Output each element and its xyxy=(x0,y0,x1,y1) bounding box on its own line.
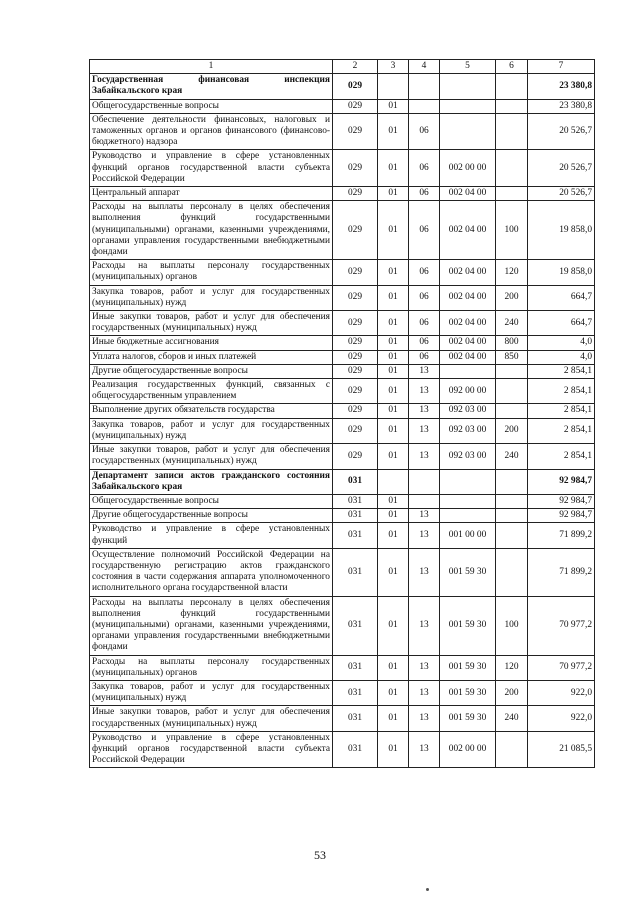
table-row xyxy=(90,548,595,596)
cell-amount: 92 984,7 xyxy=(528,469,595,494)
cell-section: 01 xyxy=(378,706,409,731)
cell-expense-type xyxy=(496,469,528,494)
cell-subsection: 06 xyxy=(409,336,440,350)
cell-subsection xyxy=(409,74,440,99)
cell-name: Центральный аппарат xyxy=(90,187,333,201)
cell-amount: 4,0 xyxy=(528,336,595,350)
cell-section: 01 xyxy=(378,99,409,113)
cell-name: Расходы на выплаты персоналу в целях обеспечения выполнения функций государственными (муниципальными) органами, казенными учреждениями, органами управления государственными внебюджетными фондами xyxy=(90,201,333,260)
cell-ministry-code: 031 xyxy=(333,548,378,596)
cell-expense-type: 100 xyxy=(496,201,528,260)
column-header: 7 xyxy=(528,60,595,74)
table-row xyxy=(90,99,595,113)
cell-ministry-code: 031 xyxy=(333,523,378,548)
cell-section: 01 xyxy=(378,260,409,285)
cell-ministry-code: 031 xyxy=(333,655,378,680)
cell-expense-type: 800 xyxy=(496,336,528,350)
cell-name: Руководство и управление в сфере установленных функций органов государственной власти субъекта Российской Федерации xyxy=(90,731,333,768)
cell-subsection xyxy=(409,99,440,113)
column-header: 5 xyxy=(440,60,496,74)
cell-amount: 92 984,7 xyxy=(528,509,595,523)
cell-expense-type: 100 xyxy=(496,596,528,655)
cell-name: Иные закупки товаров, работ и услуг для обеспечения государственных (муниципальных) нужд xyxy=(90,706,333,731)
cell-target-article: 092 03 00 xyxy=(440,404,496,418)
cell-ministry-code: 029 xyxy=(333,99,378,113)
cell-ministry-code: 029 xyxy=(333,418,378,443)
cell-name: Закупка товаров, работ и услуг для государственных (муниципальных) нужд xyxy=(90,285,333,310)
cell-expense-type xyxy=(496,404,528,418)
cell-expense-type: 120 xyxy=(496,655,528,680)
cell-ministry-code: 029 xyxy=(333,311,378,336)
cell-amount: 92 984,7 xyxy=(528,494,595,508)
cell-target-article: 092 03 00 xyxy=(440,418,496,443)
cell-target-article: 002 04 00 xyxy=(440,350,496,364)
cell-name: Другие общегосударственные вопросы xyxy=(90,509,333,523)
cell-target-article xyxy=(440,494,496,508)
cell-amount: 19 858,0 xyxy=(528,201,595,260)
table-row xyxy=(90,150,595,187)
cell-amount: 664,7 xyxy=(528,285,595,310)
table-row xyxy=(90,469,595,494)
table-row xyxy=(90,655,595,680)
column-header: 4 xyxy=(409,60,440,74)
cell-subsection: 06 xyxy=(409,187,440,201)
cell-section: 01 xyxy=(378,113,409,150)
cell-subsection: 13 xyxy=(409,596,440,655)
cell-amount: 23 380,8 xyxy=(528,99,595,113)
cell-section: 01 xyxy=(378,731,409,768)
column-header: 2 xyxy=(333,60,378,74)
cell-section: 01 xyxy=(378,285,409,310)
cell-subsection: 13 xyxy=(409,509,440,523)
cell-subsection: 13 xyxy=(409,680,440,705)
table-row xyxy=(90,706,595,731)
cell-name: Иные закупки товаров, работ и услуг для обеспечения государственных (муниципальных) нужд xyxy=(90,444,333,469)
cell-target-article: 001 59 30 xyxy=(440,596,496,655)
cell-target-article xyxy=(440,509,496,523)
cell-name: Другие общегосударственные вопросы xyxy=(90,364,333,378)
cell-section: 01 xyxy=(378,150,409,187)
cell-subsection: 06 xyxy=(409,260,440,285)
cell-target-article: 001 59 30 xyxy=(440,680,496,705)
cell-subsection: 06 xyxy=(409,201,440,260)
cell-subsection xyxy=(409,469,440,494)
table-row xyxy=(90,187,595,201)
cell-target-article xyxy=(440,364,496,378)
cell-section: 01 xyxy=(378,523,409,548)
cell-amount: 20 526,7 xyxy=(528,187,595,201)
cell-ministry-code: 029 xyxy=(333,285,378,310)
cell-expense-type xyxy=(496,548,528,596)
cell-ministry-code: 029 xyxy=(333,336,378,350)
cell-section: 01 xyxy=(378,404,409,418)
table-row xyxy=(90,404,595,418)
cell-section: 01 xyxy=(378,379,409,404)
cell-subsection: 13 xyxy=(409,364,440,378)
cell-name: Общегосударственные вопросы xyxy=(90,494,333,508)
cell-name: Расходы на выплаты персоналу в целях обеспечения выполнения функций государственными (муниципальными) органами, казенными учреждениями, органами управления государственными внебюджетными фондами xyxy=(90,596,333,655)
cell-ministry-code: 029 xyxy=(333,404,378,418)
cell-amount: 2 854,1 xyxy=(528,444,595,469)
cell-expense-type: 240 xyxy=(496,444,528,469)
cell-target-article: 002 04 00 xyxy=(440,336,496,350)
cell-section: 01 xyxy=(378,655,409,680)
table-header-row xyxy=(90,60,595,74)
cell-section: 01 xyxy=(378,336,409,350)
table-row xyxy=(90,285,595,310)
cell-amount: 70 977,2 xyxy=(528,655,595,680)
cell-name: Государственная финансовая инспекция Забайкальского края xyxy=(90,74,333,99)
cell-subsection: 13 xyxy=(409,379,440,404)
cell-amount: 21 085,5 xyxy=(528,731,595,768)
table-row xyxy=(90,336,595,350)
cell-ministry-code: 029 xyxy=(333,364,378,378)
table-row xyxy=(90,523,595,548)
cell-section: 01 xyxy=(378,201,409,260)
cell-ministry-code: 031 xyxy=(333,469,378,494)
cell-expense-type xyxy=(496,187,528,201)
cell-subsection: 13 xyxy=(409,655,440,680)
cell-subsection: 13 xyxy=(409,731,440,768)
cell-amount: 20 526,7 xyxy=(528,150,595,187)
cell-target-article: 001 59 30 xyxy=(440,655,496,680)
cell-ministry-code: 029 xyxy=(333,187,378,201)
cell-amount: 71 899,2 xyxy=(528,548,595,596)
column-header: 1 xyxy=(90,60,333,74)
table-row xyxy=(90,201,595,260)
table-row xyxy=(90,350,595,364)
cell-target-article: 002 00 00 xyxy=(440,731,496,768)
cell-name: Закупка товаров, работ и услуг для государственных (муниципальных) нужд xyxy=(90,680,333,705)
table-row xyxy=(90,494,595,508)
cell-target-article: 002 04 00 xyxy=(440,260,496,285)
cell-section: 01 xyxy=(378,311,409,336)
cell-amount: 2 854,1 xyxy=(528,364,595,378)
cell-ministry-code: 029 xyxy=(333,350,378,364)
cell-ministry-code: 031 xyxy=(333,706,378,731)
cell-name: Обеспечение деятельности финансовых, налоговых и таможенных органов и органов финансового (финансово-бюджетного) надзора xyxy=(90,113,333,150)
table-row xyxy=(90,444,595,469)
cell-name: Иные закупки товаров, работ и услуг для обеспечения государственных (муниципальных) нужд xyxy=(90,311,333,336)
cell-expense-type: 200 xyxy=(496,418,528,443)
cell-target-article: 002 04 00 xyxy=(440,187,496,201)
table-row xyxy=(90,418,595,443)
cell-expense-type xyxy=(496,113,528,150)
cell-subsection: 06 xyxy=(409,285,440,310)
cell-target-article xyxy=(440,113,496,150)
table-row xyxy=(90,680,595,705)
cell-name: Руководство и управление в сфере установленных функций органов государственной власти субъекта Российской Федерации xyxy=(90,150,333,187)
cell-amount: 2 854,1 xyxy=(528,418,595,443)
cell-ministry-code: 031 xyxy=(333,596,378,655)
cell-subsection: 13 xyxy=(409,548,440,596)
cell-target-article xyxy=(440,469,496,494)
cell-subsection: 13 xyxy=(409,523,440,548)
cell-expense-type xyxy=(496,379,528,404)
cell-target-article: 002 04 00 xyxy=(440,311,496,336)
cell-amount: 70 977,2 xyxy=(528,596,595,655)
cell-amount: 2 854,1 xyxy=(528,379,595,404)
cell-name: Уплата налогов, сборов и иных платежей xyxy=(90,350,333,364)
cell-name: Закупка товаров, работ и услуг для государственных (муниципальных) нужд xyxy=(90,418,333,443)
cell-section: 01 xyxy=(378,350,409,364)
cell-expense-type xyxy=(496,74,528,99)
cell-amount: 20 526,7 xyxy=(528,113,595,150)
cell-name: Общегосударственные вопросы xyxy=(90,99,333,113)
cell-ministry-code: 029 xyxy=(333,260,378,285)
cell-expense-type xyxy=(496,364,528,378)
cell-name: Расходы на выплаты персоналу государственных (муниципальных) органов xyxy=(90,655,333,680)
cell-name: Расходы на выплаты персоналу государственных (муниципальных) органов xyxy=(90,260,333,285)
cell-subsection: 06 xyxy=(409,150,440,187)
cell-section: 01 xyxy=(378,418,409,443)
cell-target-article: 001 00 00 xyxy=(440,523,496,548)
budget-table xyxy=(89,59,595,768)
cell-section: 01 xyxy=(378,548,409,596)
cell-target-article: 092 00 00 xyxy=(440,379,496,404)
cell-section: 01 xyxy=(378,187,409,201)
table-row xyxy=(90,379,595,404)
cell-ministry-code: 031 xyxy=(333,731,378,768)
cell-name: Департамент записи актов гражданского состояния Забайкальского края xyxy=(90,469,333,494)
cell-subsection xyxy=(409,494,440,508)
cell-amount: 664,7 xyxy=(528,311,595,336)
table-row xyxy=(90,364,595,378)
cell-target-article: 002 00 00 xyxy=(440,150,496,187)
cell-expense-type xyxy=(496,523,528,548)
cell-ministry-code: 031 xyxy=(333,494,378,508)
cell-subsection: 06 xyxy=(409,311,440,336)
cell-expense-type xyxy=(496,150,528,187)
cell-subsection: 06 xyxy=(409,113,440,150)
cell-subsection: 13 xyxy=(409,418,440,443)
table-row xyxy=(90,74,595,99)
table-row xyxy=(90,596,595,655)
cell-ministry-code: 029 xyxy=(333,201,378,260)
cell-ministry-code: 029 xyxy=(333,444,378,469)
cell-expense-type: 200 xyxy=(496,680,528,705)
cell-target-article: 002 04 00 xyxy=(440,201,496,260)
cell-section xyxy=(378,74,409,99)
cell-subsection: 06 xyxy=(409,350,440,364)
column-header: 3 xyxy=(378,60,409,74)
cell-amount: 4,0 xyxy=(528,350,595,364)
table-row xyxy=(90,311,595,336)
cell-target-article: 001 59 30 xyxy=(440,706,496,731)
cell-target-article: 092 03 00 xyxy=(440,444,496,469)
cell-target-article: 002 04 00 xyxy=(440,285,496,310)
cell-target-article: 001 59 30 xyxy=(440,548,496,596)
cell-name: Осуществление полномочий Российской Федерации на государственную регистрацию актов гражданского состояния в части содержания аппарата уполномоченного исполнительного органа государственной власти xyxy=(90,548,333,596)
cell-ministry-code: 029 xyxy=(333,113,378,150)
column-header: 6 xyxy=(496,60,528,74)
cell-amount: 922,0 xyxy=(528,680,595,705)
cell-ministry-code: 029 xyxy=(333,379,378,404)
cell-expense-type: 240 xyxy=(496,706,528,731)
cell-expense-type xyxy=(496,494,528,508)
table-row xyxy=(90,113,595,150)
cell-name: Руководство и управление в сфере установленных функций xyxy=(90,523,333,548)
table-body xyxy=(90,74,595,768)
cell-section: 01 xyxy=(378,509,409,523)
cell-amount: 23 380,8 xyxy=(528,74,595,99)
cell-name: Иные бюджетные ассигнования xyxy=(90,336,333,350)
table-row xyxy=(90,260,595,285)
cell-expense-type xyxy=(496,99,528,113)
cell-subsection: 13 xyxy=(409,444,440,469)
cell-section: 01 xyxy=(378,444,409,469)
cell-expense-type: 200 xyxy=(496,285,528,310)
cell-section: 01 xyxy=(378,680,409,705)
cell-expense-type: 120 xyxy=(496,260,528,285)
cell-target-article xyxy=(440,99,496,113)
cell-subsection: 13 xyxy=(409,706,440,731)
cell-amount: 2 854,1 xyxy=(528,404,595,418)
cell-amount: 19 858,0 xyxy=(528,260,595,285)
cell-ministry-code: 029 xyxy=(333,150,378,187)
cell-section: 01 xyxy=(378,364,409,378)
scan-mark xyxy=(426,888,429,891)
table-row xyxy=(90,509,595,523)
cell-ministry-code: 031 xyxy=(333,680,378,705)
cell-name: Выполнение других обязательств государства xyxy=(90,404,333,418)
cell-amount: 71 899,2 xyxy=(528,523,595,548)
cell-section xyxy=(378,469,409,494)
cell-name: Реализация государственных функций, связанных с общегосударственным управлением xyxy=(90,379,333,404)
table-row xyxy=(90,731,595,768)
cell-expense-type: 850 xyxy=(496,350,528,364)
cell-expense-type xyxy=(496,731,528,768)
cell-ministry-code: 031 xyxy=(333,509,378,523)
cell-expense-type xyxy=(496,509,528,523)
cell-amount: 922,0 xyxy=(528,706,595,731)
cell-ministry-code: 029 xyxy=(333,74,378,99)
cell-section: 01 xyxy=(378,596,409,655)
page-number: 53 xyxy=(314,848,326,862)
cell-expense-type: 240 xyxy=(496,311,528,336)
cell-subsection: 13 xyxy=(409,404,440,418)
cell-section: 01 xyxy=(378,494,409,508)
cell-target-article xyxy=(440,74,496,99)
